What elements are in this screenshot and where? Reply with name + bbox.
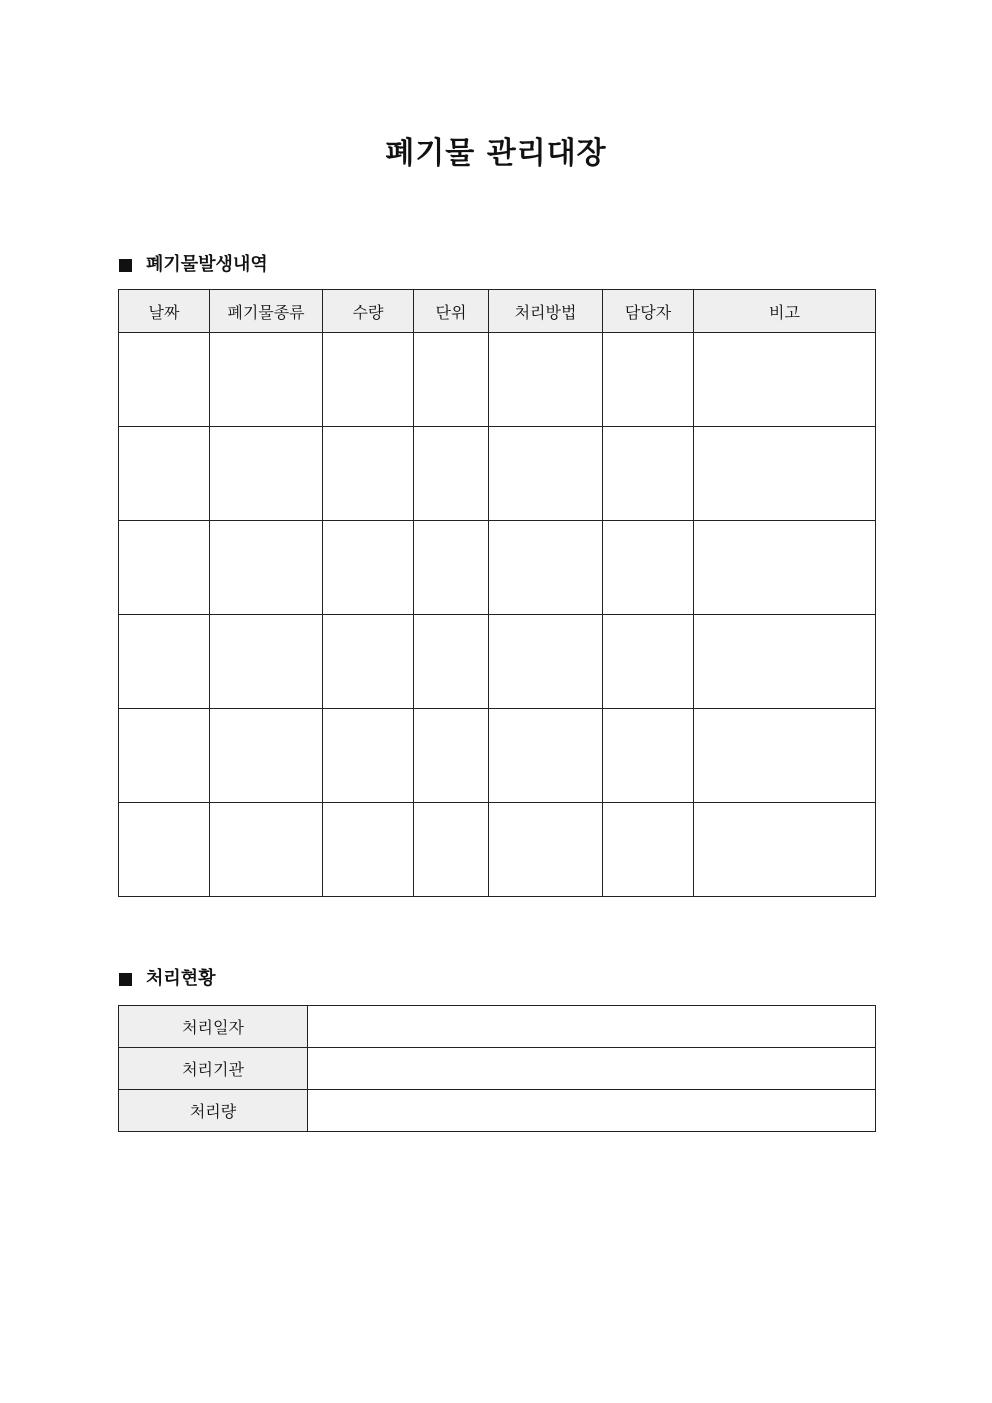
table-cell[interactable] xyxy=(323,427,414,521)
table-cell[interactable] xyxy=(694,427,876,521)
table-cell[interactable] xyxy=(414,803,489,897)
table-cell[interactable] xyxy=(323,521,414,615)
table-cell[interactable] xyxy=(210,521,323,615)
column-header-date: 날짜 xyxy=(119,290,210,333)
processing-status-table xyxy=(118,1005,876,1132)
table-cell[interactable] xyxy=(323,709,414,803)
processing-date-label: 처리일자 xyxy=(119,1006,308,1048)
table-cell[interactable] xyxy=(694,709,876,803)
square-bullet-icon xyxy=(119,259,132,272)
table-cell[interactable] xyxy=(694,521,876,615)
table-cell[interactable] xyxy=(603,333,694,427)
document-title: 폐기물 관리대장 xyxy=(385,136,607,171)
processing-amount-label: 처리량 xyxy=(119,1090,308,1132)
table-cell[interactable] xyxy=(119,615,210,709)
waste-log-table xyxy=(118,289,876,897)
table-cell[interactable] xyxy=(603,709,694,803)
table-cell[interactable] xyxy=(323,803,414,897)
table-cell[interactable] xyxy=(489,803,603,897)
table-cell[interactable] xyxy=(603,427,694,521)
table-cell[interactable] xyxy=(119,333,210,427)
table-cell[interactable] xyxy=(323,615,414,709)
table-cell[interactable] xyxy=(414,333,489,427)
table-cell[interactable] xyxy=(210,803,323,897)
processing-amount-value[interactable] xyxy=(308,1090,876,1132)
table-row xyxy=(119,427,876,521)
column-header-manager: 담당자 xyxy=(603,290,694,333)
column-header-waste-type: 폐기물종류 xyxy=(210,290,323,333)
table-cell[interactable] xyxy=(119,803,210,897)
section-heading-label: 폐기물발생내역 xyxy=(146,254,268,275)
table-cell[interactable] xyxy=(414,521,489,615)
table-row xyxy=(119,803,876,897)
column-header-unit: 단위 xyxy=(414,290,489,333)
table-row xyxy=(119,333,876,427)
processing-agency-label: 처리기관 xyxy=(119,1048,308,1090)
table-row xyxy=(119,1090,876,1132)
table-cell[interactable] xyxy=(414,709,489,803)
table-cell[interactable] xyxy=(119,709,210,803)
column-header-remarks: 비고 xyxy=(694,290,876,333)
processing-agency-value[interactable] xyxy=(308,1048,876,1090)
table-cell[interactable] xyxy=(694,803,876,897)
table-row xyxy=(119,709,876,803)
table-cell[interactable] xyxy=(414,615,489,709)
table-header-row xyxy=(119,290,876,333)
table-cell[interactable] xyxy=(323,333,414,427)
table-cell[interactable] xyxy=(119,427,210,521)
table-cell[interactable] xyxy=(489,427,603,521)
table-cell[interactable] xyxy=(414,427,489,521)
section-heading-waste-log xyxy=(119,253,268,277)
table-cell[interactable] xyxy=(694,333,876,427)
section-heading-processing-status xyxy=(119,967,216,991)
table-row xyxy=(119,521,876,615)
table-cell[interactable] xyxy=(603,521,694,615)
table-row xyxy=(119,1006,876,1048)
table-cell[interactable] xyxy=(210,615,323,709)
table-cell[interactable] xyxy=(694,615,876,709)
table-row xyxy=(119,615,876,709)
processing-date-value[interactable] xyxy=(308,1006,876,1048)
column-header-method: 처리방법 xyxy=(489,290,603,333)
table-cell[interactable] xyxy=(489,333,603,427)
table-cell[interactable] xyxy=(210,709,323,803)
table-cell[interactable] xyxy=(489,615,603,709)
table-cell[interactable] xyxy=(489,521,603,615)
table-cell[interactable] xyxy=(210,333,323,427)
column-header-quantity: 수량 xyxy=(323,290,414,333)
table-cell[interactable] xyxy=(210,427,323,521)
table-cell[interactable] xyxy=(603,803,694,897)
table-cell[interactable] xyxy=(489,709,603,803)
section-heading-label: 처리현황 xyxy=(146,968,216,989)
table-cell[interactable] xyxy=(119,521,210,615)
table-row xyxy=(119,1048,876,1090)
table-cell[interactable] xyxy=(603,615,694,709)
square-bullet-icon xyxy=(119,973,132,986)
